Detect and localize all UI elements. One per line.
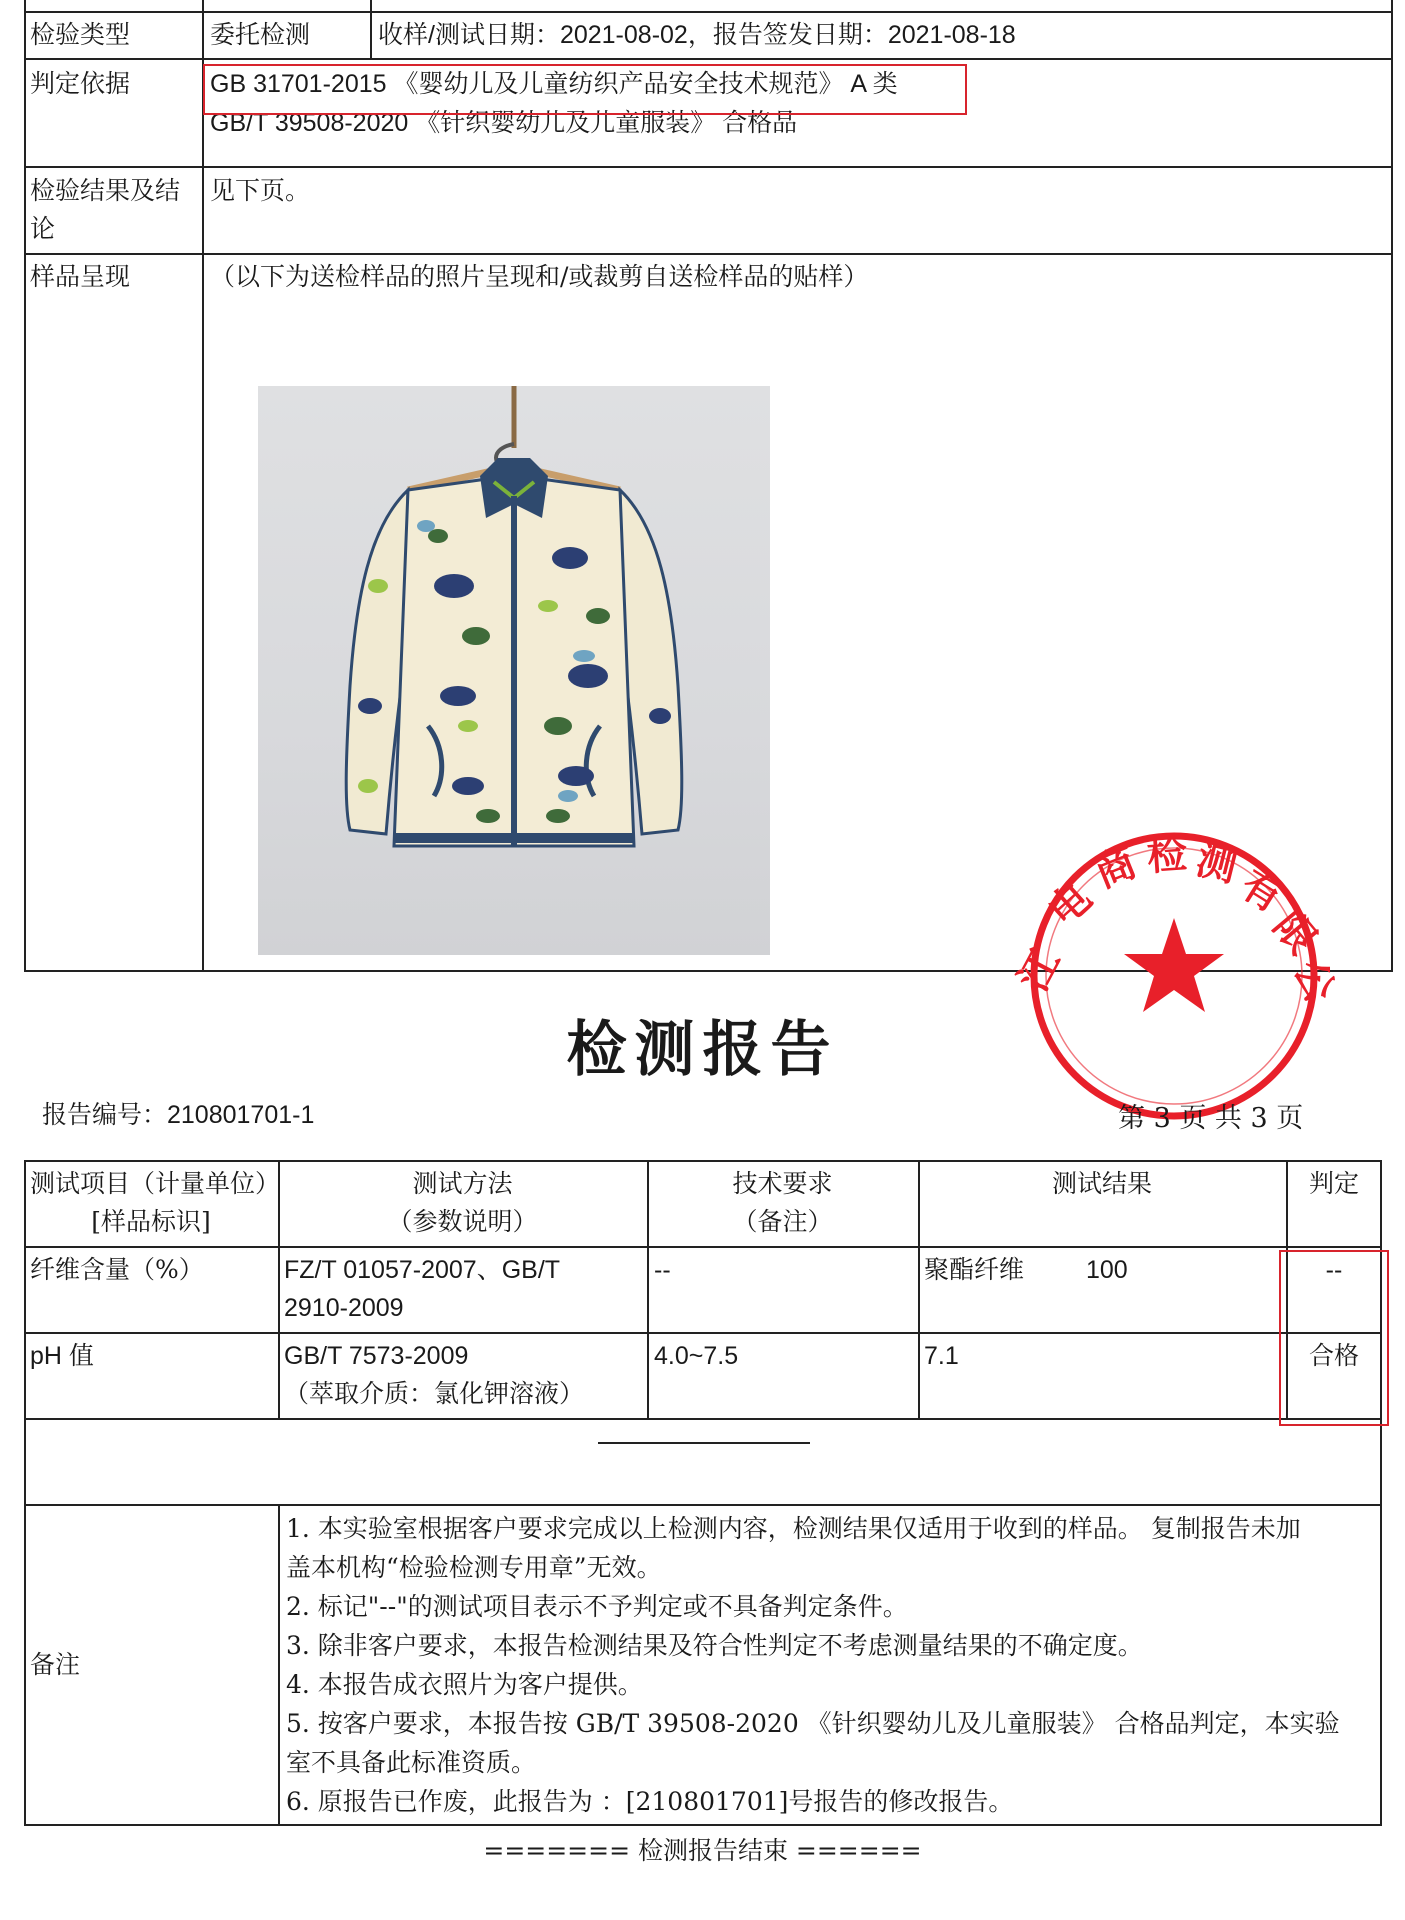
results-table xyxy=(24,1160,1382,1826)
table-border xyxy=(24,11,1393,13)
basis-highlight-box xyxy=(203,64,967,115)
row-1-item: 纤维含量（%） xyxy=(30,1255,204,1284)
seal-icon xyxy=(1009,826,1345,1009)
table-border xyxy=(24,0,26,972)
sample-photo xyxy=(258,386,770,955)
result-label-line-1: 检验结果及结 xyxy=(30,176,181,205)
row-2-method-line-2: （萃取介质：氯化钾溶液） xyxy=(284,1379,585,1408)
basis-line-2: GB/T 39508-2020 《针织婴幼儿及儿童服装》 合格品 xyxy=(210,109,798,137)
svg-text:公: 公 xyxy=(1284,952,1345,1009)
table-border xyxy=(24,1418,1382,1420)
table-border xyxy=(24,253,1393,255)
remark-1b: 盖本机构“检验检测专用章”无效。 xyxy=(286,1553,662,1582)
svg-text:商: 商 xyxy=(1088,838,1143,898)
header-requirement-line-2: （备注） xyxy=(732,1207,833,1236)
sample-label: 样品呈现 xyxy=(30,262,131,291)
result-value: 见下页。 xyxy=(210,176,311,205)
remark-6: 6. 原报告已作废，此报告为 ：[210801701]号报告的修改报告。 xyxy=(286,1787,1014,1816)
row-1-result-value: 100 xyxy=(1086,1256,1128,1284)
table-border xyxy=(24,1332,1382,1334)
dates-text: 收样/测试日期：2021-08-02，报告签发日期：2021-08-18 xyxy=(378,21,1016,49)
table-border xyxy=(24,58,1393,60)
inspection-type-label: 检验类型 xyxy=(30,20,131,49)
table-border xyxy=(24,1824,1382,1826)
page-indicator: 第 3 页 共 3 页 xyxy=(1118,1103,1304,1134)
header-method-line-1: 测试方法 xyxy=(412,1169,513,1198)
remark-1a: 1. 本实验室根据客户要求完成以上检测内容，检测结果仅适用于收到的样品。 复制报告未加 xyxy=(286,1514,1301,1543)
remark-4: 4. 本报告成衣照片为客户提供。 xyxy=(286,1670,643,1699)
row-2-method-line-1: GB/T 7573-2009 xyxy=(284,1342,469,1370)
header-item-line-1: 测试项目（计量单位） xyxy=(30,1169,281,1198)
row-2-judgement: 合格 xyxy=(1308,1341,1359,1370)
judgement-highlight-box xyxy=(1279,1250,1389,1426)
report-number: 报告编号：210801701-1 xyxy=(42,1101,315,1129)
table-border xyxy=(1391,0,1393,972)
table-border xyxy=(24,1246,1382,1248)
inspection-type-value: 委托检测 xyxy=(210,20,311,49)
row-1-judgement: -- xyxy=(1325,1256,1343,1284)
remark-5a: 5. 按客户要求，本报告按 GB/T 39508-2020 《针织婴幼儿及儿童服装》 合格品判定，本实验 xyxy=(286,1709,1340,1738)
row-1-result-name: 聚酯纤维 xyxy=(924,1255,1025,1284)
blank-row-divider xyxy=(598,1442,810,1444)
header-result: 测试结果 xyxy=(1051,1169,1152,1198)
row-1-requirement: -- xyxy=(654,1256,671,1284)
report-end-marker: ======= 检测报告结束 ====== xyxy=(483,1836,922,1865)
company-seal xyxy=(1009,826,1345,1009)
header-requirement-line-1: 技术要求 xyxy=(732,1169,833,1198)
table-border xyxy=(24,166,1393,168)
header-method-line-2: （参数说明） xyxy=(387,1207,538,1236)
result-label-line-2: 论 xyxy=(30,214,56,243)
table-border xyxy=(370,0,372,60)
svg-text:有: 有 xyxy=(1232,860,1292,922)
header-judgement: 判定 xyxy=(1308,1169,1359,1198)
row-1-method-line-1: FZ/T 01057-2007、GB/T xyxy=(284,1256,561,1284)
remark-2: 2. 标记"--"的测试项目表示不予判定或不具备判定条件。 xyxy=(286,1592,908,1621)
sample-note: （以下为送检样品的照片呈现和/或裁剪自送检样品的贴样） xyxy=(210,262,869,291)
row-2-item: pH 值 xyxy=(30,1342,94,1370)
svg-text:江: 江 xyxy=(1009,941,1070,999)
svg-text:电: 电 xyxy=(1039,873,1101,936)
report-title: 检测报告 xyxy=(566,1015,839,1085)
row-2-requirement: 4.0~7.5 xyxy=(654,1342,739,1370)
table-border xyxy=(24,1504,1382,1506)
header-item-line-2: [样品标识] xyxy=(91,1207,211,1236)
svg-text:测: 测 xyxy=(1191,836,1242,892)
row-2-result: 7.1 xyxy=(924,1342,959,1370)
basis-label: 判定依据 xyxy=(30,69,131,98)
svg-text:检: 检 xyxy=(1145,830,1189,880)
remark-3: 3. 除非客户要求，本报告检测结果及符合性判定不考虑测量结果的不确定度。 xyxy=(286,1631,1143,1660)
jacket-illustration xyxy=(258,386,770,955)
table-border xyxy=(202,0,204,972)
remark-5b: 室不具备此标准资质。 xyxy=(286,1748,537,1777)
svg-text:限: 限 xyxy=(1264,902,1327,964)
table-border xyxy=(24,1160,26,1826)
row-1-method-line-2: 2910-2009 xyxy=(284,1294,404,1322)
table-border xyxy=(278,1504,280,1826)
remarks-label: 备注 xyxy=(30,1650,81,1679)
table-border xyxy=(24,1160,1382,1162)
basis-line-1: GB 31701-2015 《婴幼儿及儿童纺织产品安全技术规范》 A 类 xyxy=(210,70,898,98)
